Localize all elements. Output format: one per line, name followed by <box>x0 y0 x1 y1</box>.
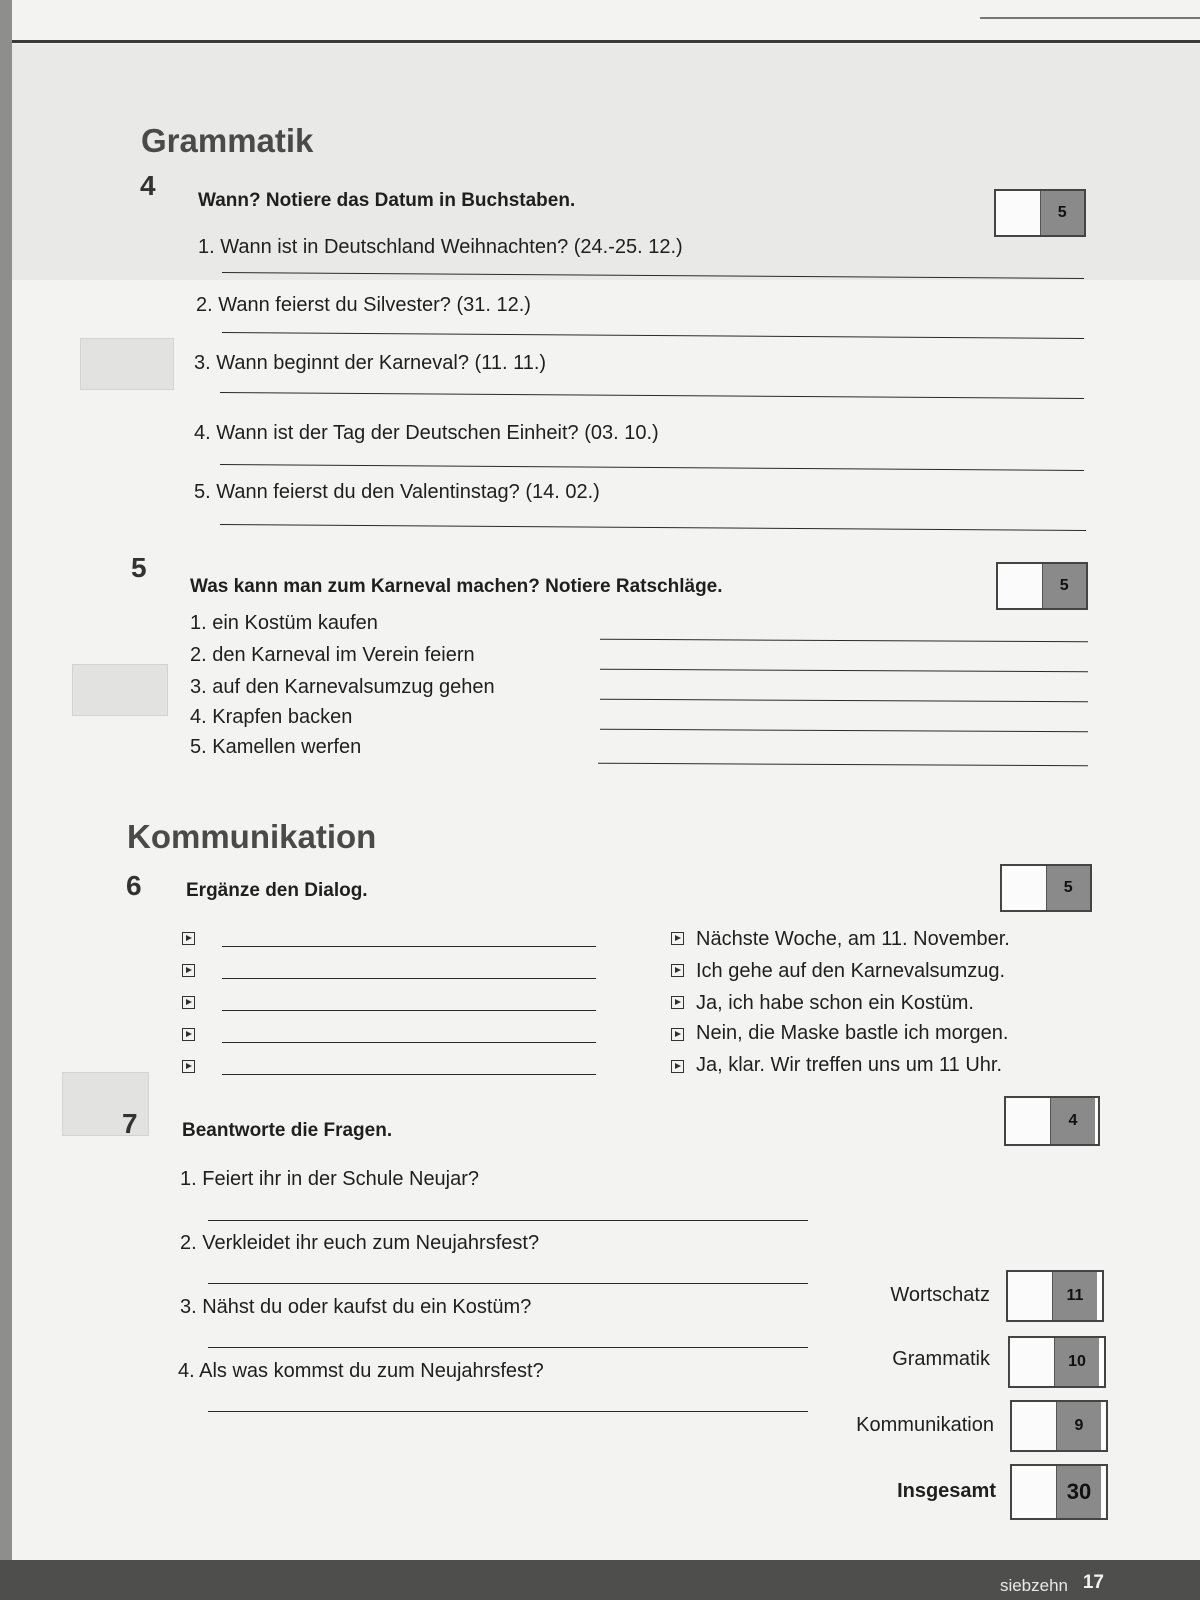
ghost-box <box>80 338 174 390</box>
answer-line[interactable] <box>600 669 1088 673</box>
answer-line[interactable] <box>208 1220 808 1221</box>
exercise-number: 7 <box>122 1108 138 1139</box>
answer-line[interactable] <box>222 332 1084 339</box>
play-icon <box>182 1028 195 1041</box>
score-field[interactable] <box>1010 1338 1055 1386</box>
summary-label-wortschatz: Wortschatz <box>890 1284 990 1306</box>
list-item: 3. auf den Karnevalsumzug gehen <box>190 676 495 698</box>
answer-line[interactable] <box>208 1411 808 1412</box>
section-heading-kommunikation: Kommunikation <box>127 818 377 855</box>
answer-line[interactable] <box>222 1074 596 1075</box>
score-field[interactable] <box>1002 866 1047 910</box>
summary-box-insgesamt <box>1010 1464 1108 1520</box>
answer-line[interactable] <box>600 729 1088 733</box>
play-icon <box>671 1028 684 1041</box>
max-points: 10 <box>1055 1338 1099 1386</box>
points-box <box>996 562 1088 610</box>
play-icon <box>671 996 684 1009</box>
summary-label-insgesamt: Insgesamt <box>897 1480 996 1502</box>
top-rule <box>12 40 1200 43</box>
question: 1. Wann ist in Deutschland Weihnachten? (24.-25. 12.) <box>198 236 683 258</box>
answer-line[interactable] <box>222 1042 596 1043</box>
question: 3. Wann beginnt der Karneval? (11. 11.) <box>194 352 547 374</box>
question: 4. Wann ist der Tag der Deutschen Einheit? (03. 10.) <box>194 422 659 444</box>
play-icon <box>182 964 195 977</box>
exercise-title: Wann? Notiere das Datum in Buchstaben. <box>198 190 576 211</box>
exercise-number: 6 <box>126 870 142 901</box>
play-icon <box>182 996 195 1009</box>
page-edge <box>0 0 12 1600</box>
answer-line[interactable] <box>600 639 1088 643</box>
page-number: 17 <box>1082 1572 1104 1593</box>
question: 3. Nähst du oder kaufst du ein Kostüm? <box>180 1296 532 1318</box>
top-rule-right <box>980 17 1200 19</box>
summary-label-grammatik: Grammatik <box>892 1348 990 1370</box>
play-icon <box>182 1060 195 1073</box>
max-points: 5 <box>1041 191 1085 235</box>
score-field[interactable] <box>1008 1272 1053 1320</box>
exercise-number: 4 <box>140 170 156 201</box>
answer-line[interactable] <box>220 524 1086 531</box>
dialog-answer: Nein, die Maske bastle ich morgen. <box>696 1022 1009 1044</box>
exercise-title: Was kann man zum Karneval machen? Notiere Ratschläge. <box>190 576 723 597</box>
ghost-box <box>72 664 168 716</box>
list-item: 4. Krapfen backen <box>190 706 353 728</box>
answer-line[interactable] <box>222 1010 596 1011</box>
score-field[interactable] <box>998 564 1043 608</box>
play-icon <box>671 1060 684 1073</box>
answer-line[interactable] <box>600 699 1088 703</box>
points-box <box>1004 1096 1100 1146</box>
play-icon <box>671 932 684 945</box>
max-points: 9 <box>1057 1402 1101 1450</box>
play-icon <box>671 964 684 977</box>
section-heading-grammatik: Grammatik <box>141 122 314 159</box>
max-points: 4 <box>1051 1098 1095 1144</box>
summary-box-wortschatz <box>1006 1270 1104 1322</box>
exercise-number: 5 <box>131 552 147 583</box>
answer-line[interactable] <box>222 946 596 947</box>
question: 4. Als was kommst du zum Neujahrsfest? <box>178 1360 544 1382</box>
answer-line[interactable] <box>220 392 1084 399</box>
score-field[interactable] <box>1006 1098 1051 1144</box>
question: 2. Verkleidet ihr euch zum Neujahrsfest? <box>180 1232 540 1254</box>
answer-line[interactable] <box>208 1283 808 1284</box>
score-field[interactable] <box>996 191 1041 235</box>
dialog-answer: Ja, ich habe schon ein Kostüm. <box>696 992 974 1014</box>
exercise-title: Ergänze den Dialog. <box>186 880 368 901</box>
dialog-answer: Ja, klar. Wir treffen uns um 11 Uhr. <box>696 1054 1003 1076</box>
page-number-word: siebzehn <box>999 1576 1068 1595</box>
list-item: 2. den Karneval im Verein feiern <box>190 644 475 666</box>
points-box <box>1000 864 1092 912</box>
max-points: 11 <box>1053 1272 1097 1320</box>
score-field[interactable] <box>1012 1466 1057 1518</box>
max-points: 5 <box>1047 866 1091 910</box>
list-item: 5. Kamellen werfen <box>190 736 362 758</box>
summary-label-kommunikation: Kommunikation <box>856 1414 994 1436</box>
answer-line[interactable] <box>598 763 1088 767</box>
points-box <box>994 189 1086 237</box>
question: 2. Wann feierst du Silvester? (31. 12.) <box>196 294 531 316</box>
list-item: 1. ein Kostüm kaufen <box>190 612 378 634</box>
max-points: 5 <box>1043 564 1087 608</box>
dialog-answer: Ich gehe auf den Karnevalsumzug. <box>696 960 1006 982</box>
summary-box-grammatik <box>1008 1336 1106 1388</box>
summary-box-kommunikation <box>1010 1400 1108 1452</box>
play-icon <box>182 932 195 945</box>
question: 1. Feiert ihr in der Schule Neujar? <box>180 1168 480 1190</box>
answer-line[interactable] <box>208 1347 808 1348</box>
answer-line[interactable] <box>220 464 1084 471</box>
max-points: 30 <box>1057 1466 1101 1518</box>
question: 5. Wann feierst du den Valentinstag? (14. 02.) <box>194 481 600 503</box>
dialog-answer: Nächste Woche, am 11. November. <box>696 928 1010 950</box>
exercise-title: Beantworte die Fragen. <box>182 1120 393 1141</box>
answer-line[interactable] <box>222 978 596 979</box>
score-field[interactable] <box>1012 1402 1057 1450</box>
